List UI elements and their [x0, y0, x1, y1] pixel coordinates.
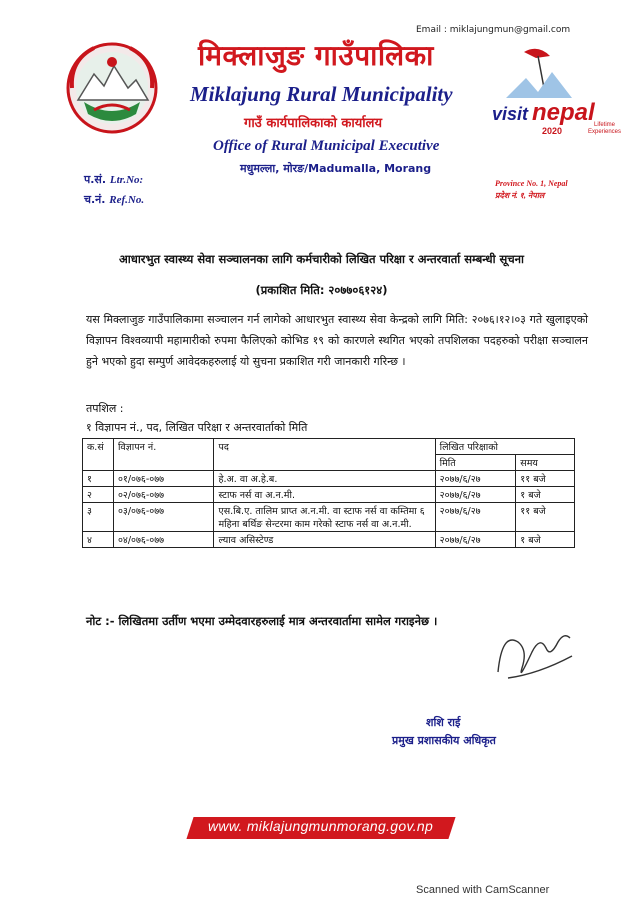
header-ad-no: विज्ञापन नं.	[113, 439, 214, 471]
header-written-exam: लिखित परिक्षाको	[435, 439, 574, 455]
table-row	[83, 503, 575, 532]
details-label: तपशिल :	[86, 402, 124, 415]
header-sn: क.सं	[83, 439, 114, 471]
table-row	[83, 471, 575, 487]
published-date: (प्रकाशित मिति: २०७७०६१२४)	[255, 283, 388, 297]
cell-ad-no: ०१/०७६-०७७	[113, 471, 214, 487]
cell-ad-no: ०३/०७६-०७७	[113, 503, 214, 532]
header-date: मिति	[435, 455, 516, 471]
nepal-text: nepal	[532, 99, 595, 126]
table-row	[83, 487, 575, 503]
header-time: समय	[516, 455, 575, 471]
email-address: Email : miklajungmun@gmail.com	[416, 25, 571, 35]
reference-numbers	[84, 170, 144, 210]
cell-sn: ४	[83, 532, 114, 548]
scanner-watermark: Scanned with CamScanner	[416, 884, 550, 896]
province-block	[495, 178, 568, 202]
signatory-name: शशि राई	[426, 716, 461, 729]
cell-sn: २	[83, 487, 114, 503]
table-row	[83, 532, 575, 548]
ref-no-label-en: Ref.No.	[109, 194, 145, 206]
tagline-line1: Lifetime	[594, 122, 616, 128]
notice-paragraph: यस मिक्लाजुङ गाउँपालिकामा सञ्चालन गर्न लागेको आधारभुत स्वास्थ्य सेवा केन्द्रको लागि मिति: २०७६।१२।०३ गते खुलाइएको विज्ञापन विश्वव्यापी महामारीको रुपमा फैलिएको कोभिड १९ को कारणले स्थगित भएको तपशिलका पदहरुको परीक्षा सञ्चालन हुने भएको हुदा सम्पुर्ण आवेदकहरुलाई यो सुचना प्रकाशित गरी जानकारी गरिन्छ ।	[86, 313, 588, 368]
year-text: 2020	[542, 126, 563, 136]
cell-post: ल्याव असिस्टेण्ड	[214, 532, 435, 548]
cell-sn: १	[83, 471, 114, 487]
notice-subject: आधारभुत स्वास्थ्य सेवा सञ्चालनका लागि कर्मचारीको लिखित परिक्षा र अन्तरवार्ता सम्बन्धी सूचना	[119, 252, 524, 266]
cell-post: एस.बि.ए. तालिम प्राप्त अ.न.मी. वा स्टाफ नर्स वा कम्तिमा ६ महिना बर्थिङ सेन्टरमा काम गरेको स्टाफ नर्स वा अ.न.मी.	[214, 503, 435, 532]
cell-time: ११ बजे	[516, 471, 575, 487]
province-english: Province No. 1, Nepal	[495, 179, 568, 188]
cell-post: स्टाफ नर्स वा अ.न.मी.	[214, 487, 435, 503]
cell-date: २०७७/६/२७	[435, 471, 516, 487]
ref-no-label-np: च.नं.	[84, 193, 106, 206]
cell-ad-no: ०४/०७६-०७७	[113, 532, 214, 548]
cell-date: २०७७/६/२७	[435, 532, 516, 548]
letter-no-label-np: प.सं.	[84, 173, 107, 186]
tagline-line2: Experiences	[588, 129, 622, 135]
header-post: पद	[214, 439, 435, 471]
cell-time: १ बजे	[516, 532, 575, 548]
cell-date: २०७७/६/२७	[435, 487, 516, 503]
cell-ad-no: ०२/०७६-०७७	[113, 487, 214, 503]
cell-sn: ३	[83, 503, 114, 532]
letter-no-label-en: Ltr.No:	[109, 174, 144, 186]
municipality-title-nepali: मिक्लाजुङ गाउँपालिका	[198, 39, 434, 72]
cell-time: १ बजे	[516, 487, 575, 503]
cell-post: हे.अ. वा अ.हे.ब.	[214, 471, 435, 487]
office-title-english: Office of Rural Municipal Executive	[213, 138, 440, 154]
signatory-title: प्रमुख प्रशासकीय अधिकृत	[392, 734, 496, 747]
cell-date: २०७७/६/२७	[435, 503, 516, 532]
exam-note: नोट :- लिखितमा उर्तीण भएमा उम्मेदवारहरुलाई मात्र अन्तरवार्तामा सामेल गराइनेछ ।	[86, 614, 438, 628]
visit-text: visit	[492, 104, 529, 124]
office-address: मधुमल्ला, मोरङ/Madumalla, Morang	[240, 162, 432, 175]
municipality-title-english: Miklajung Rural Municipality	[190, 82, 453, 106]
visit-nepal-2020-logo	[486, 48, 622, 140]
handwritten-signature	[488, 612, 578, 692]
table-header-row	[83, 439, 575, 455]
cell-time: ११ बजे	[516, 503, 575, 532]
table-caption: १ विज्ञापन नं., पद, लिखित परिक्षा र अन्तरवार्ताको मिति	[86, 421, 308, 434]
exam-schedule-table	[82, 438, 575, 548]
province-nepali: प्रदेश नं. १, नेपाल	[495, 191, 545, 200]
footer-website-link[interactable]: www. miklajungmunmorang.gov.np	[208, 818, 434, 834]
office-title-nepali: गाउँ कार्यपालिकाको कार्यालय	[244, 116, 382, 131]
nepal-emblem-logo	[64, 40, 160, 136]
